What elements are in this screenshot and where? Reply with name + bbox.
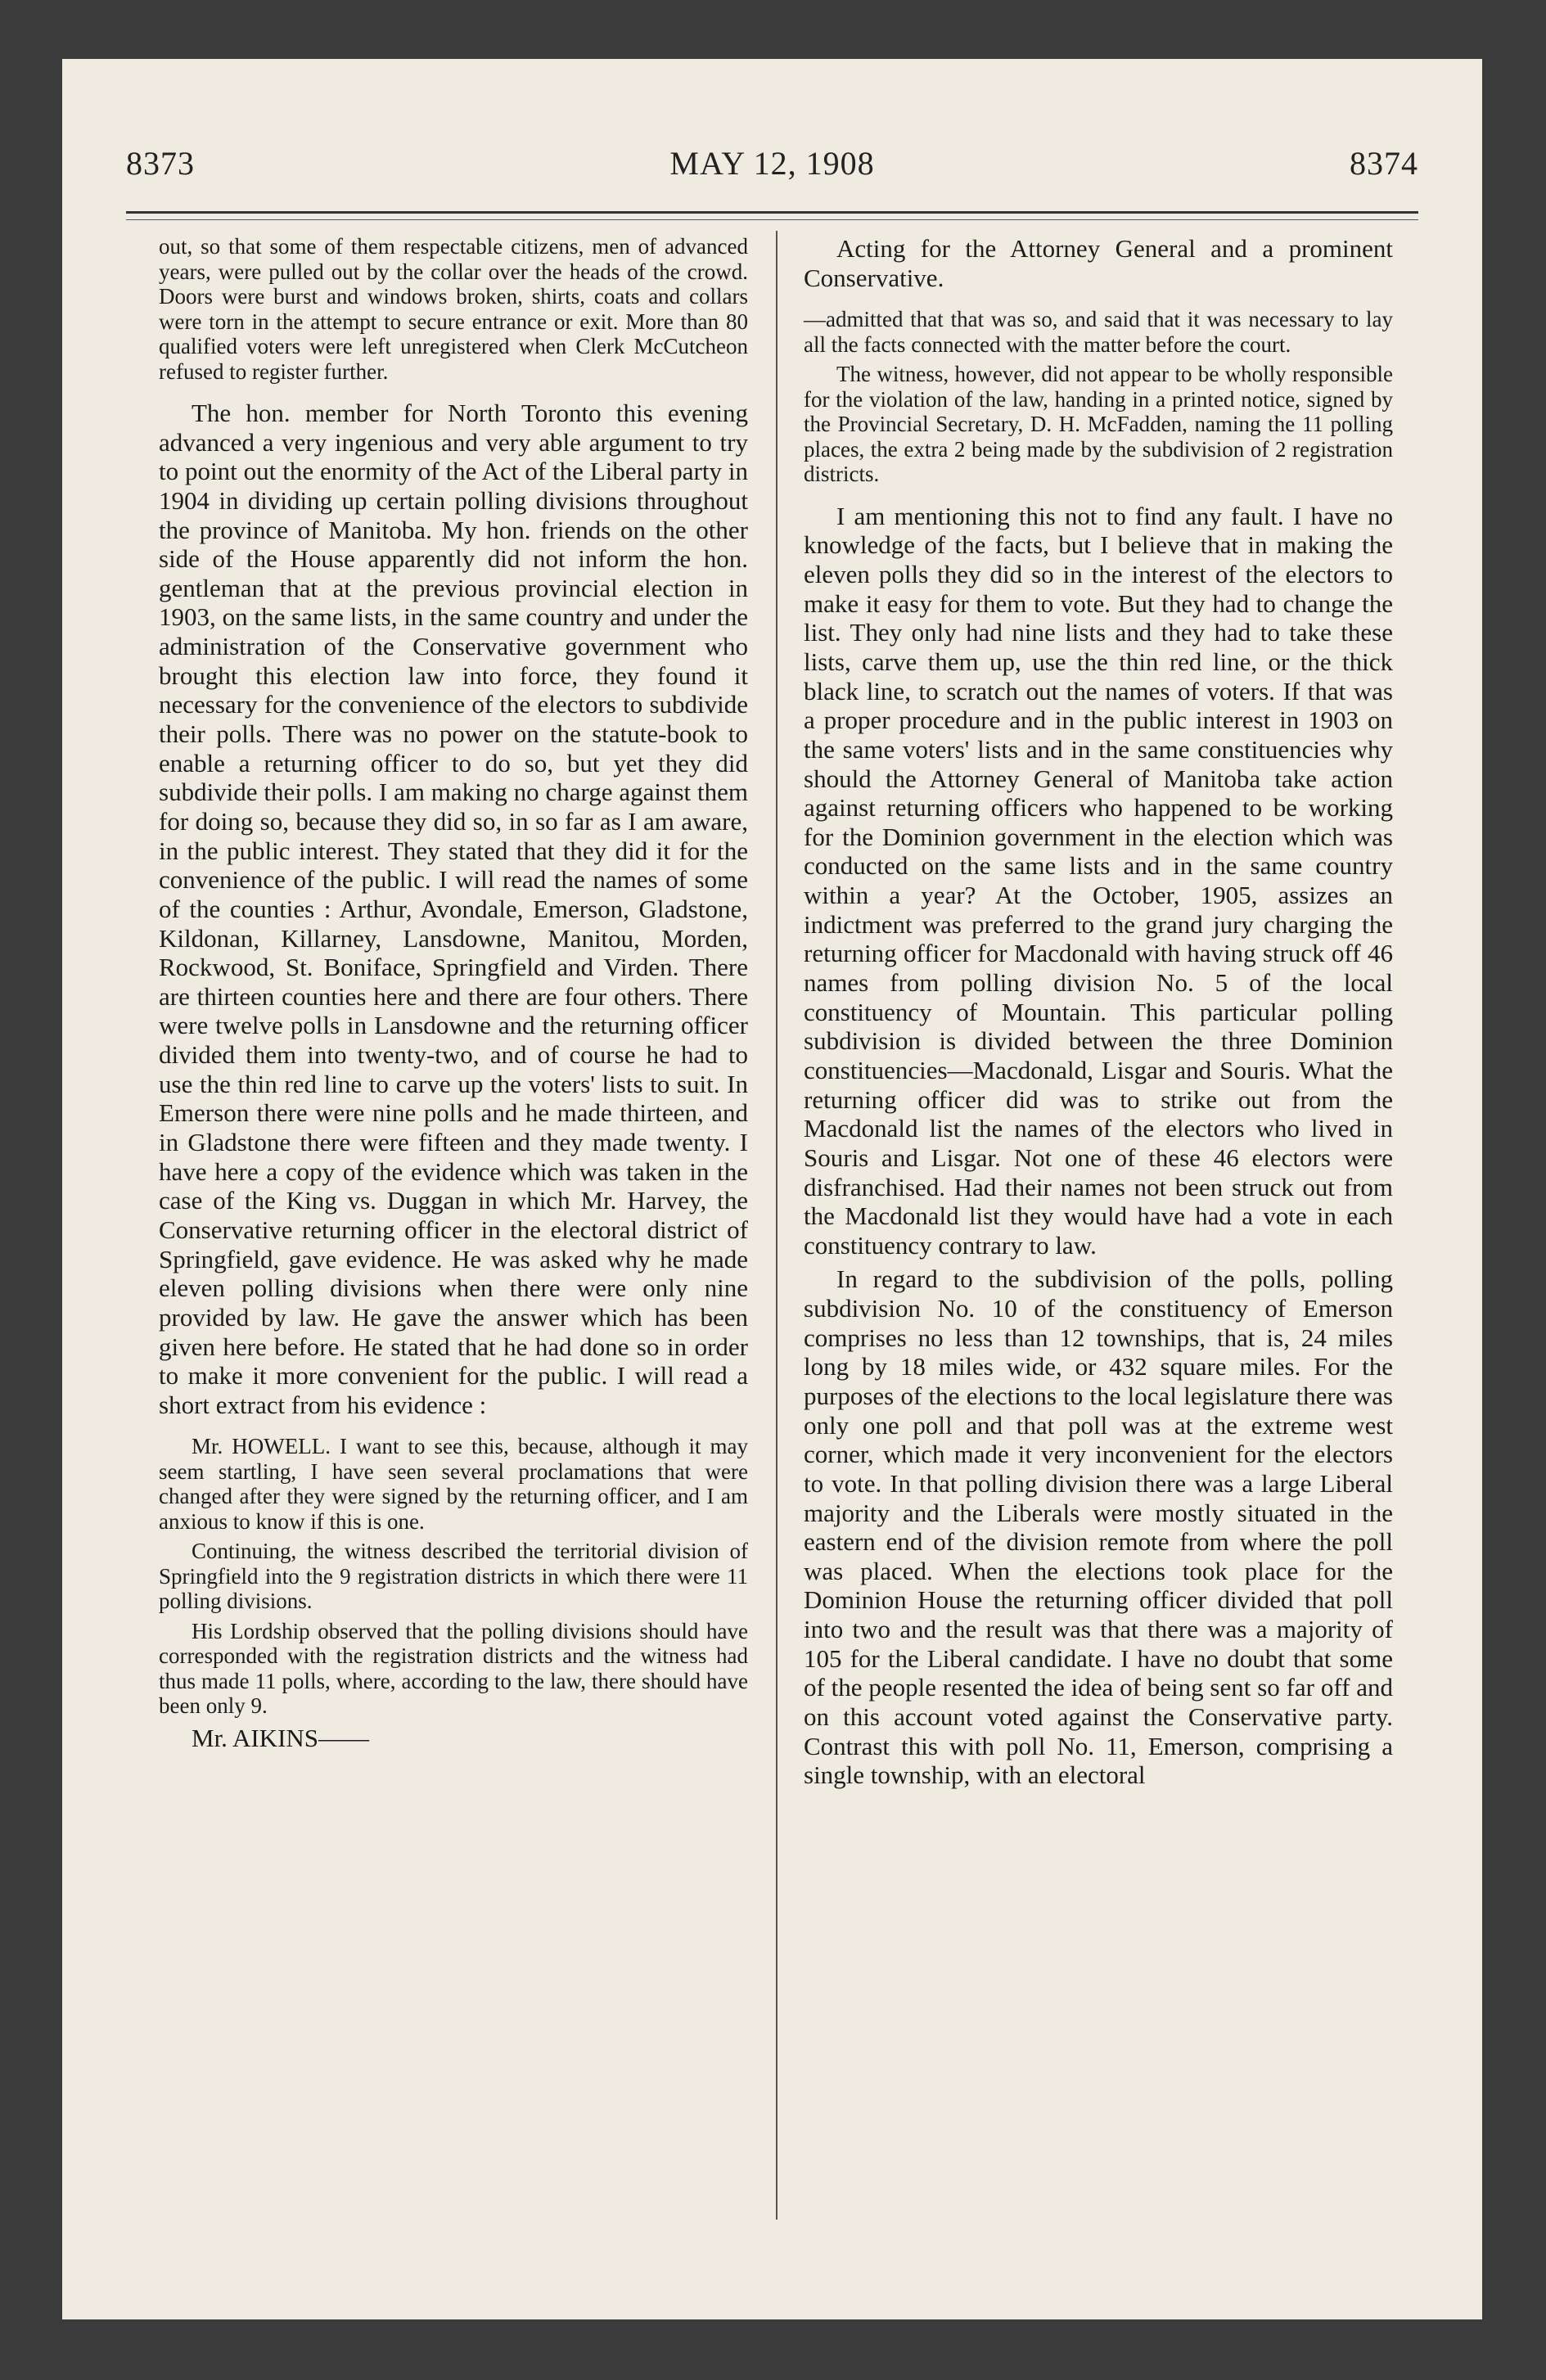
paragraph: In regard to the subdivision of the polls, polling subdivision No. 10 of the constituency of Emerson comprises no less than 12 townships, that is, 24 miles long by 18 miles wide, or 432 square miles. For the purposes of the elections to the local legislature there was only one poll and that poll was at the extreme west corner, which made it very inconvenient for the electors to vote. In that polling division there was a large Liberal majority and the Liberals were mostly situated in the eastern end of the division remote from where the poll was placed. When the elections took place for the Dominion House the returning officer divided that poll into two and the result was that there was a majority of 105 for the Liberal candidate. I have no doubt that some of the people resented the idea of being sent so far off and on this account voted against the Conservative party. Contrast this with poll No. 11, Emerson, comprising a single township, with an electoral	[804, 1264, 1393, 1790]
speaker-line: Mr. AIKINS——	[192, 1723, 370, 1752]
header-date: MAY 12, 1908	[669, 145, 875, 182]
paragraph: The hon. member for North Toronto this evening advanced a very ingenious and very able argument to try to point out the enormity of the Act of the Liberal party in 1904 in dividing up certain polling divisions throughout the province of Manitoba. My hon. friends on the other side of the House apparently did not inform the hon. gentleman that at the previous provincial election in 1903, on the same lists, in the same country and under the administration of the Conservative government who brought this election law into force, they found it necessary for the convenience of the electors to subdivide their polls. There was no power on the statute-book to enable a returning officer to do so, but yet they did subdivide their polls. I am making no charge against them for doing so, because they did so, in so far as I am aware, in the public interest. They stated that they did it for the convenience of the public. I will read the names of some of the counties : Arthur, Avondale, Emerson, Gladstone, Kildonan, Killarney, Lansdowne, Manitou, Morden, Rockwood, St. Boniface, Springfield and Virden. There are thirteen counties here and there are four others. There were twelve polls in Lansdowne and the returning officer divided them into twenty-two, and of course he had to use the thin red line to carve up the voters' lists to suit. In Emerson there were nine polls and he made thirteen, and in Gladstone there were fifteen and they made twenty. I have here a copy of the evidence which was taken in the case of the King vs. Duggan in which Mr. Harvey, the Conservative returning officer in the electoral district of Springfield, gave evidence. He was asked why he made eleven polling divisions when there were only nine provided by law. He gave the answer which has been given here before. He stated that he had done so in order to make it more convenient for the public. I will read a short extract from his evidence :	[159, 399, 748, 1419]
left-page-number: 8373	[126, 145, 195, 182]
paragraph: Acting for the Attorney General and a prominent Conservative.	[804, 234, 1393, 292]
page-header	[126, 144, 1418, 193]
quoted-paragraph: His Lordship observed that the polling divisions should have corresponded with the registration districts and the witness had thus made 11 polls, where, according to the law, there should have been only 9.	[159, 1618, 748, 1719]
right-column	[804, 234, 1393, 1795]
quoted-paragraph: —admitted that that was so, and said that it was necessary to lay all the facts connected with the matter before the court.	[804, 307, 1393, 357]
header-rule	[126, 211, 1418, 214]
quoted-paragraph: The witness, however, did not appear to be wholly responsible for the violation of the law, handing in a printed notice, signed by the Provincial Secretary, D. H. McFadden, naming the 11 polling places, the extra 2 being made by the subdivision of 2 registration districts.	[804, 362, 1393, 487]
header-rule-thin	[126, 219, 1418, 220]
page-sheet	[62, 59, 1482, 2319]
paragraph: out, so that some of them respectable citizens, men of advanced years, were pulled out by the collar over the heads of the crowd. Doors were burst and windows broken, shirts, coats and collars were torn in the attempt to secure entrance or exit. More than 80 qualified voters were left unregistered when Clerk McCutcheon refused to register further.	[159, 234, 748, 384]
quoted-paragraph: Mr. HOWELL. I want to see this, because, although it may seem startling, I have seen several proclamations that were changed after they were signed by the returning officer, and I am anxious to know if this is one.	[159, 1434, 748, 1534]
paragraph: I am mentioning this not to find any fault. I have no knowledge of the facts, but I believe that in making the eleven polls they did so in the interest of the electors to make it easy for them to vote. But they had to change the list. They only had nine lists and they had to take these lists, carve them up, use the thin red line, or the thick black line, to scratch out the names of voters. If that was a proper procedure and in the public interest in 1903 on the same voters' lists and in the same constituencies why should the Attorney General of Manitoba take action against returning officers who happened to be working for the Dominion government in the election which was conducted on the same lists and in the same country within a year? At the October, 1905, assizes an indictment was preferred to the grand jury charging the returning officer for Macdonald with having struck off 46 names from polling division No. 5 of the local constituency of Mountain. This particular polling subdivision is divided between the three Dominion constituencies—Macdonald, Lisgar and Souris. What the returning officer did was to strike out from the Macdonald list the names of the electors who lived in Souris and Lisgar. Not one of these 46 electors were disfranchised. Had their names not been struck out from the Macdonald list they would have had a vote in each constituency contrary to law.	[804, 501, 1393, 1260]
left-column	[159, 234, 748, 1758]
right-page-number: 8374	[1350, 145, 1418, 182]
quoted-paragraph: Continuing, the witness described the territorial division of Springfield into the 9 registration districts in which there were 11 polling divisions.	[159, 1539, 748, 1614]
column-separator	[776, 231, 778, 2220]
